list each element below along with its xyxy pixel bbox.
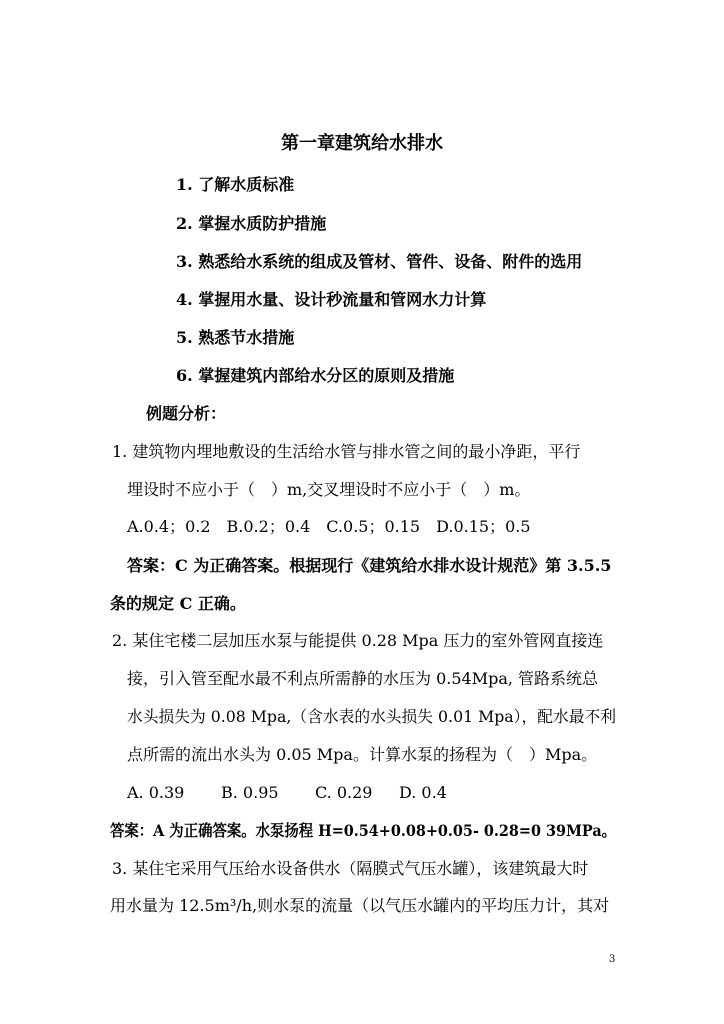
objective-item: 6. 掌握建筑内部给水分区的原则及措施 [176,366,455,385]
question-3-line: 3. 某住宅采用气压给水设备供水（隔膜式气压水罐），该建筑最大时 [112,859,589,878]
question-3-line: 用水量为 12.5m³/h,则水泵的流量（以气压水罐内的平均压力计，其对 [110,896,610,915]
question-2-line: 接，引入管至配水最不利点所需静的水压为 0.54Mpa, 管路系统总 [127,669,599,688]
page-number: 3 [609,954,616,965]
objective-item: 4. 掌握用水量、设计秒流量和管网水力计算 [176,290,487,309]
option-b: B. 0.95 [221,783,279,802]
question-1-answer: 条的规定 C 正确。 [110,594,246,613]
question-1-line: 埋设时不应小于（ ）m,交叉埋设时不应小于（ ）m。 [127,480,531,499]
question-2-line: 点所需的流出水头为 0.05 Mpa。计算水泵的扬程为（ ）Mpa。 [127,745,598,764]
question-2-answer: 答案：A 为正确答案。水泵扬程 H=0.54+0.08+0.05- 0.28=0 39MPa。 [110,821,617,840]
objective-item: 2. 掌握水质防护措施 [176,214,327,233]
question-1-answer: 答案：C 为正确答案。根据现行《建筑给水排水设计规范》第 3.5.5 [127,556,612,575]
objective-item: 1. 了解水质标准 [176,175,295,194]
question-2-line: 水头损失为 0.08 Mpa,（含水表的水头损失 0.01 Mpa），配水最不利 [127,707,617,726]
chapter-title: 第一章建筑给水排水 [281,133,443,154]
examples-heading: 例题分析： [146,404,227,423]
question-1-options: A.0.4；0.2 B.0.2；0.4 C.0.5；0.15 D.0.15；0.5 [127,517,531,536]
objective-item: 5. 熟悉节水措施 [176,328,295,347]
question-2-line: 2. 某住宅楼二层加压水泵与能提供 0.28 Mpa 压力的室外管网直接连 [112,631,604,650]
option-a: A. 0.39 [127,783,185,802]
question-2-options [127,783,447,803]
option-d: D. 0.4 [399,783,447,802]
question-1-line: 1. 建筑物内埋地敷设的生活给水管与排水管之间的最小净距，平行 [112,442,581,461]
option-c: C. 0.29 [315,783,373,802]
objective-item: 3. 熟悉给水系统的组成及管材、管件、设备、附件的选用 [176,252,583,271]
